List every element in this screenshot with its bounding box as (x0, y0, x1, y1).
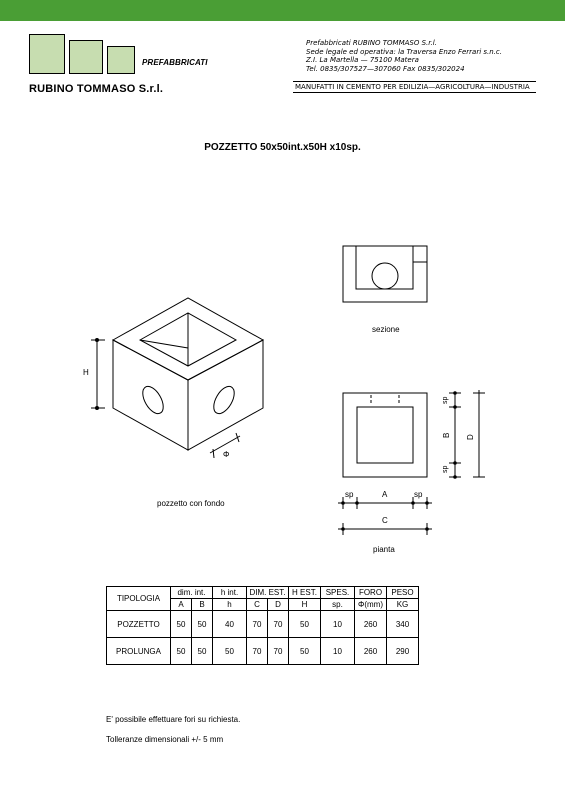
company-name: RUBINO TOMMASO S.r.l. (29, 83, 164, 95)
cell: 260 (355, 611, 387, 638)
logo-subtitle: PREFABBRICATI (142, 58, 208, 67)
table-row (107, 638, 419, 665)
header-dim-int: dim. int. (171, 587, 213, 599)
cell: 340 (387, 611, 419, 638)
cell: 260 (355, 638, 387, 665)
header-spes: SPES. (321, 587, 355, 599)
cell: 50 (289, 638, 321, 665)
label-dim-c: C (382, 516, 388, 525)
table-row (107, 611, 419, 638)
label-dim-sp-right: sp (414, 490, 423, 499)
document-title: POZZETTO 50x50int.x50H x10sp. (204, 142, 361, 153)
cell: 290 (387, 638, 419, 665)
subheader-sp: sp. (321, 599, 355, 611)
section-hole (372, 263, 398, 289)
label-dim-sp-top: sp (442, 396, 449, 404)
cell: 10 (321, 611, 355, 638)
label-dim-sp-left: sp (345, 490, 354, 499)
plan-caption: pianta (373, 545, 395, 554)
cell: 50 (192, 638, 213, 665)
iso-left-hole (139, 383, 168, 417)
header-h-est: H EST. (289, 587, 321, 599)
subheader-a: A (171, 599, 192, 611)
cell: 50 (192, 611, 213, 638)
iso-right-hole (210, 383, 239, 417)
subheader-kg: KG (387, 599, 419, 611)
label-dim-b: B (442, 432, 451, 438)
subheader-b: B (192, 599, 213, 611)
label-dim-phi: Φ (223, 450, 230, 459)
plan-inner (357, 407, 413, 463)
subheader-d: D (268, 599, 289, 611)
subheader-phi: Φ(mm) (355, 599, 387, 611)
address-line: Prefabbricati RUBINO TOMMASO S.r.l. (306, 39, 437, 47)
plan-outer (343, 393, 427, 477)
iso-right-face (188, 340, 263, 450)
note-holes: E' possibile effettuare fori su richiesta. (106, 715, 241, 724)
subheader-h: h (213, 599, 247, 611)
note-tolerances: Tolleranze dimensionali +/- 5 mm (106, 735, 224, 744)
cell: 10 (321, 638, 355, 665)
header-dim-est: DIM. EST. (247, 587, 289, 599)
cell: 50 (213, 638, 247, 665)
cell: 50 (289, 611, 321, 638)
spec-table (106, 586, 419, 665)
header-tipologia: TIPOLOGIA (107, 587, 171, 611)
cell: 70 (268, 638, 289, 665)
cell: 70 (247, 638, 268, 665)
isometric-manhole (91, 298, 263, 458)
address-line: Sede legale ed operativa: la Traversa Enzo Ferrari s.n.c. (306, 47, 502, 56)
section-caption: sezione (372, 325, 400, 334)
address-line: Z.I. La Martella — 75100 Matera (306, 56, 419, 65)
cell: 70 (268, 611, 289, 638)
subheader-h-est: H (289, 599, 321, 611)
row-name: PROLUNGA (107, 638, 171, 665)
label-dim-a: A (382, 490, 388, 499)
plan-view (338, 390, 485, 535)
cell: 50 (171, 611, 192, 638)
header-h-int: h int. (213, 587, 247, 599)
manufacturing-line: MANUFATTI IN CEMENTO PER EDILIZIA—AGRICOLTURA—INDUSTRIA (293, 81, 536, 93)
header-foro: FORO (355, 587, 387, 599)
section-view (343, 246, 427, 302)
header-peso: PESO (387, 587, 419, 599)
cell: 50 (171, 638, 192, 665)
table-header-row (107, 587, 419, 599)
iso-left-face (113, 340, 188, 450)
address-line: Tel. 0835/307527—307060 Fax 0835/302024 (306, 64, 465, 73)
row-name: POZZETTO (107, 611, 171, 638)
label-dim-d: D (466, 434, 475, 440)
cell: 70 (247, 611, 268, 638)
label-dim-sp-bottom: sp (442, 465, 449, 473)
cell: 40 (213, 611, 247, 638)
subheader-c: C (247, 599, 268, 611)
iso-caption: pozzetto con fondo (157, 499, 225, 508)
label-dim-h: H (83, 368, 89, 377)
